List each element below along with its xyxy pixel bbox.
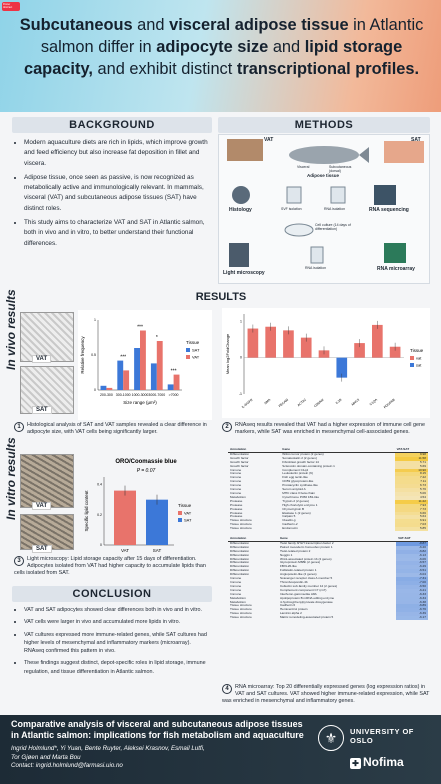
bar	[151, 363, 157, 390]
salmon-icon	[289, 146, 359, 164]
methods-svf-label: SVF isolation	[281, 207, 302, 211]
caption-2: 2 RNAseq results revealed that VAT had a higher expression of immune cell gene markers, while SAT was enriched in mesenchymal cell-associated genes.	[222, 422, 430, 436]
table-cell: Differentiation	[230, 568, 250, 573]
table-cell: Apolipoprotein B mRNA editing enzyme	[279, 595, 335, 600]
legend-swatch	[178, 511, 182, 515]
legend-swatch	[410, 356, 414, 360]
table-cell: Interferon-gamma-like A8A	[279, 591, 317, 596]
x-tick-label: SMA	[263, 397, 272, 406]
table-cell: MHC class II beta chain	[282, 490, 315, 495]
table-cell: Somatostatin 2 (2 genes)	[282, 455, 317, 460]
table-cell: 7.93	[395, 504, 428, 508]
table-cell: Scavenger receptor class A member 5	[279, 576, 333, 581]
table-cell: 5.71	[395, 461, 428, 465]
x-tick-label: ACTA2	[296, 397, 307, 408]
conclusion-bullet: • VAT cultures expressed more immune-related genes, while SAT cultures had higher levels of mesenchymal and inflammatory markers (microarray). RNAseq confirmed this pattern in vivo.	[24, 631, 212, 656]
table-cell: Follistatin-related protein 1	[279, 568, 317, 573]
contact-email[interactable]: Contact: ingrid.holmlund@farmasi.uio.no	[11, 762, 123, 769]
vat-histology-tag: VAT	[32, 355, 51, 363]
caption-2-number: 2	[222, 422, 232, 432]
table-cell: -6.13	[396, 554, 428, 558]
caption-4-number: 4	[222, 684, 232, 694]
poster-badge: Poster Abstract	[2, 2, 20, 11]
methods-microarray-label: RNA microarray	[377, 266, 415, 272]
table-header: VAT-SAT	[395, 448, 428, 452]
table-cell: -6.34	[396, 597, 428, 601]
table-header: Annotation	[228, 448, 280, 452]
table-cell: Differentiation	[230, 451, 250, 456]
footer	[0, 715, 441, 784]
table-cell: Immune	[230, 467, 242, 472]
bar	[168, 384, 174, 390]
table-cell: Differentiation	[230, 560, 250, 565]
table-cell: Fibroblast growth factor 14	[282, 459, 319, 464]
chart-bg	[222, 308, 430, 418]
table-cell: Calpain 5	[282, 514, 296, 519]
table-cell: Matrix remodeling-associated protein 5	[279, 615, 334, 620]
methods-subcutaneous-label: Subcutaneous (dorsal)	[329, 165, 352, 173]
y-tick-label: 1	[240, 319, 242, 324]
legend-label: sat	[416, 362, 422, 368]
table-cell: Tissue structure	[230, 611, 252, 616]
table-cell: Protease	[230, 514, 243, 519]
table-cell: CD59 glycoprotein-like	[282, 479, 314, 484]
table-cell: Immune	[230, 576, 242, 581]
table-cell: Growth factor	[230, 459, 249, 464]
x-tick-label: CD8/NK	[313, 397, 325, 409]
methods-rnaseq-label: RNA sequencing	[369, 207, 409, 213]
footer-title: Comparative analysis of visceral and subcutaneous adipose tissues in Atlantic salmon: implications for fish metabolism and aquaculture	[11, 719, 304, 740]
methods-diagram	[218, 134, 430, 284]
table-cell: -7.31	[396, 577, 428, 581]
upregulated-genes-table	[228, 448, 428, 531]
background-bullets	[12, 138, 212, 253]
table-cell: -6.20	[396, 546, 428, 550]
table-cell: Immune	[230, 479, 242, 484]
table-cell: Protease	[230, 498, 243, 503]
methods-rna-iso2-label: RNA isolation	[305, 266, 327, 270]
legend-label: VAT	[192, 354, 200, 360]
invitro-label: In vitro results	[4, 437, 18, 520]
methods-visceral-label: Visceral	[297, 165, 310, 169]
table-cell: -8.87	[396, 541, 428, 545]
table-cell: 6.73	[395, 484, 428, 488]
x-tick-label: 300-1000	[115, 393, 131, 397]
table-cell: -6.17	[396, 616, 428, 620]
table-cell: 6.91	[395, 519, 428, 523]
conclusion-bullets	[12, 606, 212, 680]
legend-swatch	[186, 348, 190, 352]
table-cell: Metabolism	[230, 595, 246, 600]
significance-label: *	[155, 335, 158, 341]
table-cell: Fish egg lectin-like	[282, 475, 308, 480]
table-cell: Immune	[230, 487, 242, 492]
table-cell: Leukolectin protein (6)	[282, 471, 313, 476]
table-cell: -6.21	[396, 589, 428, 593]
legend-swatch	[178, 518, 182, 522]
table-cell: Cytochrome P450 1B1-like	[282, 494, 320, 499]
lipid-content-chart	[80, 455, 212, 555]
y-tick-label: 1	[94, 318, 96, 322]
conclusion-bullet: • VAT and SAT adipocytes showed clear differences both in vivo and in vitro.	[24, 606, 212, 614]
table-cell: Growth factor	[230, 463, 249, 468]
bar	[283, 330, 294, 357]
table-cell: -6.51	[396, 569, 428, 573]
background-bullet: • Adipose tissue, once seen as passive, is now recognized as metabolically active and immunologically relevant. In mammals, visceral (VAT) and subcutaneous adipose tissues (SAT) have distinct roles.	[24, 173, 212, 214]
y-tick-label: 0	[100, 543, 102, 547]
table-cell: Cadherin-2	[282, 522, 298, 527]
svf-tube-icon	[287, 187, 301, 203]
table-cell: Collectin sub-family member 12 (2 genes)	[279, 583, 338, 588]
table-cell: Wnt1-associated protein 1b (2 genes)	[279, 556, 332, 561]
table-cell: Glycoprotein M6Bb (2 genes)	[279, 560, 321, 565]
table-cell: Twist-related protein 2	[279, 548, 311, 553]
methods-adipose-label: Adipose tissue	[307, 173, 340, 178]
table-cell: Tissue structure	[230, 522, 252, 527]
bar	[117, 361, 123, 390]
y-tick-label: 0.5	[91, 353, 96, 357]
table-cell: Immune	[230, 483, 242, 488]
adipocyte-size-chart	[78, 310, 212, 420]
bar	[134, 348, 140, 390]
significance-label: ***	[170, 368, 177, 375]
conclusion-bullet: • VAT cells were larger in vivo and accumulated more lipids in vitro.	[24, 618, 212, 626]
uio-logo-text: UNIVERSITY OF OSLO	[350, 727, 414, 745]
table-cell: Immune	[230, 579, 242, 584]
table-cell: 4-hydroxyphenylpyruvate dioxygenase	[279, 599, 333, 604]
conclusion-heading: CONCLUSION	[12, 586, 212, 602]
bar	[174, 375, 180, 390]
table-cell: -6.38	[396, 601, 428, 605]
rna-tube2-icon	[311, 247, 323, 263]
microscope-icon	[229, 243, 249, 267]
table-cell: -6.82	[396, 550, 428, 554]
table-cell: 11.58	[395, 457, 428, 461]
histology-icon	[232, 186, 250, 204]
methods-light-label: Light microscopy	[223, 270, 265, 276]
uio-seal-icon: ⚜	[318, 725, 344, 751]
rna-tube-icon	[331, 187, 345, 203]
x-tick-label: MHCII	[350, 397, 361, 407]
table-cell: Complement component C7 (cn7)	[279, 587, 327, 592]
table-cell: Serum amyloid A	[282, 487, 306, 492]
bar	[248, 329, 259, 358]
bar	[123, 370, 129, 390]
x-tick-label: 1000-3000	[131, 393, 149, 397]
table-cell: Noggin 1	[279, 552, 293, 557]
table-cell: -6.50	[396, 585, 428, 589]
legend-title: Tissue	[186, 340, 200, 345]
nofima-icon: ✚	[350, 758, 361, 769]
table-cell: Immune	[230, 583, 242, 588]
significance-label: ***	[120, 354, 127, 361]
table-row	[228, 527, 428, 531]
x-tick-label: PDGFRB	[382, 397, 396, 410]
table-cell: Protease	[230, 510, 243, 515]
conclusion-bullet: • These findings suggest distinct, depot-specific roles in lipid storage, immune regulation, and tissue differentiation in Atlantic salmon.	[24, 659, 212, 676]
table-cell: 4.54	[395, 496, 428, 500]
background-bullet: • This study aims to characterize VAT and SAT in Atlantic salmon, both in vivo and in vitro, to better understand their functional differences.	[24, 218, 212, 249]
table-header: Annotation	[228, 537, 278, 541]
table-cell: Angiopoietin-like (2 genes)	[279, 572, 317, 577]
x-tick-label: IL1B	[334, 397, 343, 405]
table-cell: -6.57	[396, 561, 428, 565]
table-cell: Trypsin-2 (2 genes)	[282, 498, 309, 503]
methods-vat-label: VAT	[264, 137, 274, 143]
table-cell: Differentiation	[230, 540, 250, 545]
table-cell: 5.85	[395, 527, 428, 531]
table-cell: Protease	[230, 506, 243, 511]
table-cell: Protease	[230, 502, 243, 507]
table-cell: Immune	[230, 471, 242, 476]
table-cell: 5.76	[395, 488, 428, 492]
x-tick-label: >7000	[168, 393, 179, 397]
table-cell: Laminin alpha 2	[279, 611, 302, 616]
legend-swatch	[410, 363, 414, 367]
table-cell: Differentiation	[230, 544, 250, 549]
table-cell: FBXL26-like	[279, 564, 297, 569]
table-cell: Immune	[230, 591, 242, 596]
header-banner	[0, 0, 441, 112]
table-cell: 10.90	[395, 469, 428, 473]
table-header: Gene	[280, 448, 394, 452]
x-tick-label: SAT	[152, 548, 162, 553]
bar	[265, 327, 276, 358]
table-cell: Thrombospondin-4b	[279, 579, 308, 584]
vat-photo	[227, 139, 263, 161]
methods-rna-iso-label: RNA isolation	[324, 207, 346, 211]
table-cell: Claudin-g	[282, 518, 296, 523]
background-heading: BACKGROUND	[12, 117, 212, 133]
methods-culture-label: Cell culture (14 days of differentiation)	[315, 223, 351, 231]
table-cell: -6.06	[396, 558, 428, 562]
bar	[146, 500, 168, 545]
table-cell: Immune	[230, 475, 242, 480]
table-cell: 9.98	[395, 452, 428, 456]
sat-culture-tag: SAT	[32, 545, 52, 553]
table-cell: 11.22	[395, 500, 428, 504]
rna-seq-icon	[374, 185, 396, 205]
table-cell: -6.33	[396, 593, 428, 597]
x-tick-label: VAT	[120, 548, 130, 553]
legend-swatch	[186, 355, 190, 359]
table-cell: Tissue structure	[230, 607, 252, 612]
caption-3-number: 3	[14, 556, 24, 566]
table-cell: Immune	[230, 490, 242, 495]
table-cell: -6.29	[396, 565, 428, 569]
caption-4: 4 RNA microarray: Top 20 differentially expressed genes (log expression ratios) in VAT and SAT cultures. VAT showed higher immune-related expression, while SAT was enriched in mesenchymal and inflammatory genes.	[222, 684, 430, 705]
salmon-tail-icon	[359, 147, 369, 163]
x-axis-label: Size range (μm²)	[123, 400, 157, 405]
y-axis-label: Relative frequency	[80, 336, 85, 374]
vat-culture-image	[20, 454, 74, 508]
invivo-label: In vivo results	[4, 289, 18, 370]
table-cell: 7.03	[395, 523, 428, 527]
table-cell: -6.76	[396, 608, 428, 612]
y-tick-label: 0	[240, 355, 242, 360]
table-cell: Endomucin	[282, 526, 298, 531]
table-cell: 5.64	[395, 515, 428, 519]
table-row	[228, 616, 428, 620]
legend-label: SAT	[184, 517, 192, 523]
y-axis-label: Specific lipid content	[84, 490, 89, 532]
table-cell: Differentiation	[230, 572, 250, 577]
y-tick-label: 0	[94, 388, 96, 392]
significance-label: ***	[137, 324, 143, 331]
x-tick-label: IL-6/GFR	[240, 397, 254, 410]
table-cell: Tissue structure	[230, 603, 252, 608]
table-cell: -7.00	[396, 581, 428, 585]
bar	[106, 388, 112, 390]
x-tick-label: 3000-7000	[148, 393, 166, 397]
legend-title: Tissue	[410, 348, 424, 353]
table-cell: 7.22	[395, 476, 428, 480]
bar	[101, 386, 107, 390]
bar	[114, 491, 136, 545]
y-tick-label: 0.4	[97, 482, 102, 487]
p-value-label: P = 0.07	[136, 468, 156, 474]
bar	[157, 341, 163, 390]
table-cell: Tissue structure	[230, 526, 252, 531]
table-cell: Paired mesoderm homeobox protein 1	[279, 544, 333, 549]
table-cell: 8.15	[395, 472, 428, 476]
methods-sat-label: SAT	[411, 137, 421, 143]
vat-culture-tag: VAT	[32, 502, 51, 510]
table-cell: Immune	[230, 587, 242, 592]
table-cell: Differentiation	[230, 564, 250, 569]
nofima-logo: ✚ Nofima	[350, 755, 404, 769]
table-cell: Tissue structure	[230, 615, 252, 620]
legend-label: vat	[416, 355, 422, 361]
methods-heading: METHODS	[218, 117, 430, 133]
rnaseq-chart	[222, 308, 430, 418]
x-tick-label: 200-300	[99, 393, 113, 397]
downregulated-genes-table	[228, 537, 428, 620]
table-cell: Growth factor	[230, 455, 249, 460]
table-cell: -6.04	[396, 573, 428, 577]
table-cell: 7.73	[395, 508, 428, 512]
chart-title: ORO/Coomassie blue	[115, 459, 177, 465]
table-cell: Prostacyclin synthase-like	[282, 483, 318, 488]
table-cell: Complement C1q4	[282, 467, 309, 472]
cell-culture-icon	[285, 224, 313, 236]
caption-1: 1 Histological analysis of SAT and VAT samples revealed a clear difference in adipocyte size, with VAT cells being significantly larger.	[14, 422, 212, 436]
table-cell: Differentiation	[230, 548, 250, 553]
y-tick-label: -1	[238, 392, 242, 396]
legend-title: Tissue	[178, 503, 192, 508]
table-cell: Differentiation	[230, 556, 250, 561]
y-axis-label: Mean log2FoldChange	[225, 333, 230, 375]
x-tick-label: PECAM	[277, 397, 290, 409]
table-cell: 5.69	[395, 465, 428, 469]
table-cell: -6.89	[396, 604, 428, 608]
table-cell: Hemicentin1 protein	[279, 607, 308, 612]
background-bullet: • Modern aquaculture diets are rich in lipids, which improve growth and feed efficiency but also increase fat deposition in fillet and viscera.	[24, 138, 212, 169]
table-cell: Cadherin 6	[279, 603, 296, 608]
table-header: VAT-SAT	[396, 537, 428, 541]
footer-authors: Ingrid Holmlund*, Yi Yuan, Bente Ruyter, Aleksei Krasnov, Esmail Lutfi, Tor Gjøen and Marta Bou Contact: ingrid.holmlund@farmasi.uio.no	[11, 745, 301, 771]
table-cell: Twist family bHLH transcription factor 2	[279, 540, 334, 545]
table-cell: Sclerostin domain-containing protein 1	[282, 463, 335, 468]
table-cell: Metabolism	[230, 599, 246, 604]
caption-3: 3 Light microscopy: Lipid storage capacity after 15 days of differentiation. Adipocytes isolated from VAT had higher capacity to accumulate lipids than cells isolated from SAT.	[14, 556, 206, 577]
table-cell: 5.06	[395, 492, 428, 496]
microarray-icon	[384, 243, 406, 263]
table-cell: Tissue structure	[230, 518, 252, 523]
table-cell: -6.39	[396, 612, 428, 616]
table-cell: 6.66	[395, 512, 428, 516]
legend-label: SAT	[192, 347, 200, 353]
legend-label: VAT	[184, 510, 192, 516]
table-cell: Wilms tumor protein (2 genes)	[282, 451, 324, 456]
table-cell: Differentiation	[230, 552, 250, 557]
table-cell: High choriolytic enzyme 1	[282, 502, 318, 507]
poster-title: Subcutaneous and visceral adipose tissue in Atlantic salmon differ in adipocyte size and lipid storage capacity, and exhibit distinct transcriptional profiles.	[19, 16, 424, 78]
bar	[140, 331, 146, 391]
bar	[372, 325, 383, 358]
table-cell: Chymotrypsin B	[282, 506, 305, 511]
table-header: Gene	[278, 537, 396, 541]
sat-photo	[384, 141, 424, 163]
table-cell: Elastase 1 (2 genes)	[282, 510, 311, 515]
methods-histology-label: Histology	[229, 207, 252, 213]
caption-1-number: 1	[14, 422, 24, 432]
x-tick-label: C1QA	[368, 397, 378, 407]
sat-histology-tag: SAT	[32, 406, 52, 414]
table-cell: Metabolism	[230, 494, 246, 499]
y-tick-label: 0.2	[97, 512, 102, 517]
results-heading: RESULTS	[195, 291, 247, 303]
table-cell: 7.11	[395, 480, 428, 484]
